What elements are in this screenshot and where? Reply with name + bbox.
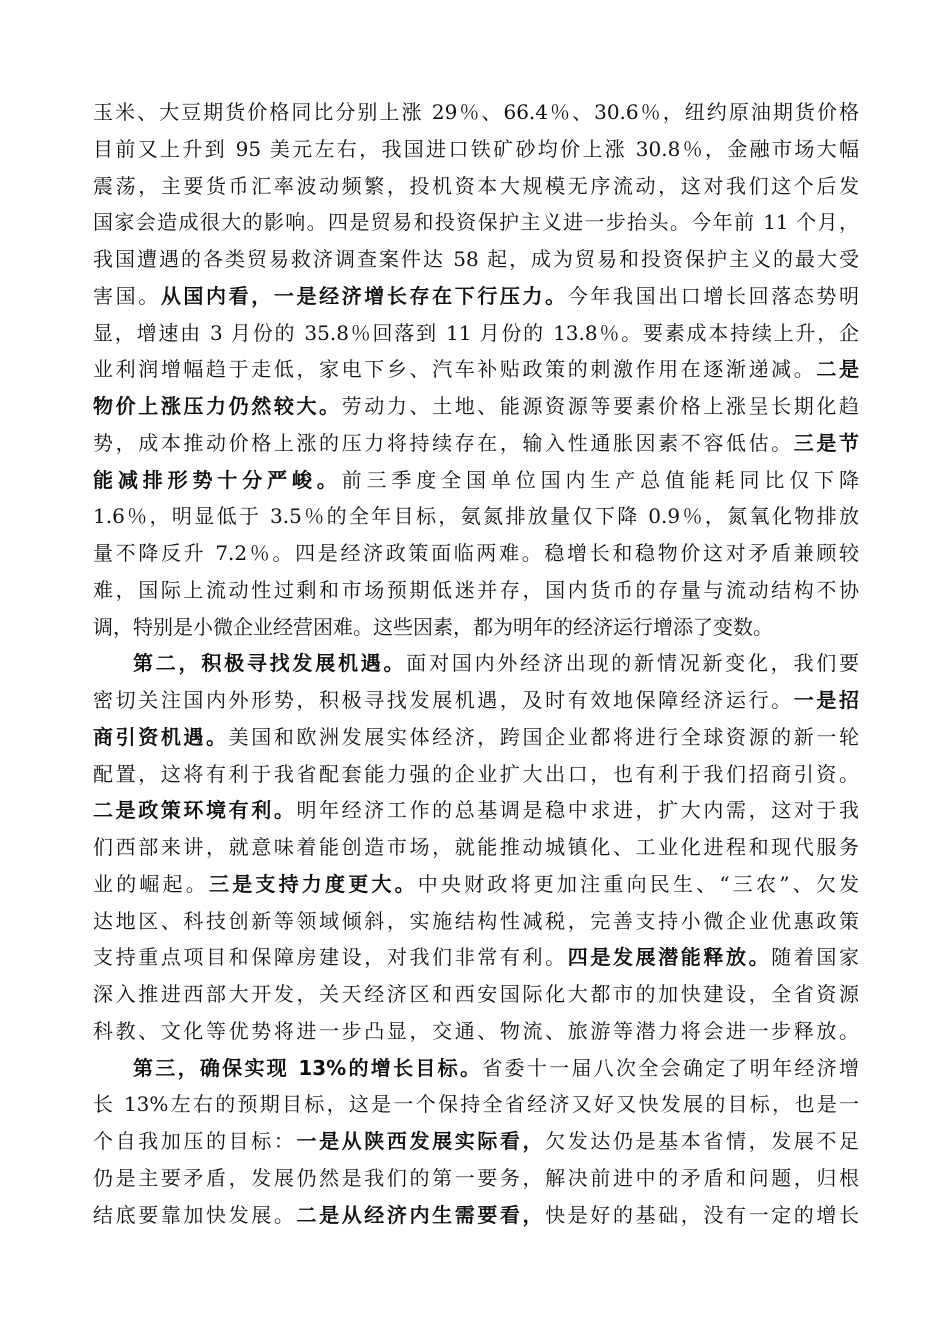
body-text: 国家会造成很大的影响。四是贸易和投资保护主义进一步抬头。今年前 11 个月， bbox=[93, 210, 859, 235]
body-text: 震荡，主要货币汇率波动频繁，投机资本大规模无序流动，这对我们这个后发 bbox=[93, 173, 859, 198]
text-line bbox=[93, 94, 859, 131]
body-text: 面对国内外经济出现的新情况新变化，我们要 bbox=[406, 651, 859, 676]
bold-heading-text: 第二，积极寻找发展机遇。 bbox=[133, 651, 407, 676]
text-line bbox=[93, 609, 859, 646]
bold-heading-text: 物价上涨压力仍然较大。 bbox=[93, 394, 342, 418]
bold-heading-text: 能减排形势十分严峻。 bbox=[93, 467, 342, 492]
body-text: 害国。 bbox=[93, 283, 161, 308]
body-text: 深入推进西部大开发，关天经济区和西安国际化大都市的加快建设，全省资源 bbox=[93, 982, 859, 1006]
text-line bbox=[93, 792, 859, 829]
body-text: 们西部来讲，就意味着能创造市场，就能推动城镇化、工业化进程和现代服务 bbox=[93, 835, 859, 859]
text-line bbox=[93, 976, 859, 1013]
text-line bbox=[93, 351, 859, 388]
bold-heading-text: 从国内看，一是经济增长存在下行压力。 bbox=[160, 283, 568, 308]
body-text: 业的崛起。 bbox=[93, 871, 209, 896]
text-line bbox=[93, 388, 859, 425]
text-line bbox=[93, 425, 859, 462]
text-line bbox=[93, 131, 859, 168]
text-line bbox=[93, 535, 859, 572]
bold-heading-text: 二是从经济内生需要看， bbox=[296, 1202, 546, 1227]
text-line bbox=[93, 204, 859, 241]
body-text: 玉米、大豆期货价格同比分别上涨 29％、66.4％、30.6％，纽约原油期货价格 bbox=[93, 100, 859, 124]
text-line bbox=[93, 756, 859, 793]
bold-heading-text: 三是支持力度更大。 bbox=[209, 871, 418, 896]
body-text: 1.6％，明显低于 3.5％的全年目标，氨氮排放量仅下降 0.9％，氮氧化物排放 bbox=[93, 504, 859, 529]
text-line bbox=[93, 241, 859, 278]
text-line bbox=[93, 1197, 859, 1234]
body-text: 支持重点项目和保障房建设，对我们非常有利。 bbox=[93, 945, 568, 970]
bold-heading-text: 四是发展潜能释放。 bbox=[567, 945, 772, 970]
body-text: 长 13%左右的预期目标，这是一个保持全省经济又好又快发展的目标，也是一 bbox=[93, 1092, 859, 1117]
bold-heading-text: 三是节 bbox=[793, 430, 859, 455]
body-text: 劳动力、土地、能源资源等要素价格上涨呈长期化趋 bbox=[341, 394, 859, 418]
body-text: 中央财政将更加注重向民生、“三农”、欠发 bbox=[417, 871, 859, 896]
text-line bbox=[93, 572, 859, 609]
body-text: 配置，这将有利于我省配套能力强的企业扩大出口，也有利于我们招商引资。 bbox=[93, 761, 859, 786]
text-line bbox=[93, 168, 859, 205]
body-text: 我国遭遇的各类贸易救济调查案件达 58 起，成为贸易和投资保护主义的最大受 bbox=[93, 247, 859, 271]
body-text: 目前又上升到 95 美元左右，我国进口铁矿砂均价上涨 30.8％，金融市场大幅 bbox=[93, 136, 859, 161]
document-page bbox=[93, 94, 859, 1233]
text-line bbox=[93, 719, 859, 756]
text-line bbox=[93, 1160, 859, 1197]
body-text: 今年我国出口增长回落态势明 bbox=[567, 283, 859, 308]
body-text: 达地区、科技创新等领域倾斜，实施结构性减税，完善支持小微企业优惠政策 bbox=[93, 908, 859, 933]
body-text: 调，特别是小微企业经营困难。这些因素，都为明年的经济运行增添了变数。 bbox=[93, 614, 773, 639]
text-line bbox=[93, 682, 859, 719]
text-line bbox=[93, 829, 859, 866]
body-text: 仍是主要矛盾，发展仍然是我们的第一要务，解决前进中的矛盾和问题，归根 bbox=[93, 1165, 859, 1190]
body-text: 省委十一届八次全会确定了明年经济增 bbox=[482, 1055, 859, 1080]
text-line bbox=[93, 903, 859, 940]
text-line bbox=[93, 939, 859, 976]
body-text: 量不降反升 7.2％。四是经济政策面临两难。稳增长和稳物价这对矛盾兼顾较 bbox=[93, 541, 859, 565]
bold-heading-text: 商引资机遇。 bbox=[93, 724, 229, 749]
body-text: 快是好的基础，没有一定的增长 bbox=[545, 1202, 859, 1227]
body-text: 难，国际上流动性过剩和市场预期低迷并存，国内货币的存量与流动结构不协 bbox=[93, 577, 859, 602]
text-line bbox=[93, 1086, 859, 1123]
paragraph-first-line bbox=[93, 645, 859, 682]
text-line bbox=[93, 315, 859, 352]
body-text: 密切关注国内外形势，积极寻找发展机遇，及时有效地保障经济运行。 bbox=[93, 688, 794, 712]
bold-heading-text: 一是从陕西发展实际看， bbox=[296, 1129, 546, 1153]
bold-heading-text: 第三，确保实现 13%的增长目标。 bbox=[133, 1055, 483, 1080]
body-text: 美国和欧洲发展实体经济，跨国企业都将进行全球资源的新一轮 bbox=[228, 724, 859, 749]
bold-heading-text: 一是招 bbox=[793, 688, 859, 712]
body-text: 业利润增幅趋于走低，家电下乡、汽车补贴政策的刺激作用在逐渐递减。 bbox=[93, 357, 817, 382]
body-text: 科教、文化等优势将进一步凸显，交通、物流、旅游等潜力将会进一步释放。 bbox=[93, 1018, 859, 1043]
bold-heading-text: 二是政策环境有利。 bbox=[93, 798, 297, 823]
text-line bbox=[93, 1123, 859, 1160]
body-text: 前三季度全国单位国内生产总值能耗同比仅下降 bbox=[341, 467, 859, 492]
text-line bbox=[93, 278, 859, 315]
body-text: 势，成本推动价格上涨的压力将持续存在，输入性通胀因素不容低估。 bbox=[93, 430, 794, 455]
text-line bbox=[93, 1013, 859, 1050]
text-line bbox=[93, 498, 859, 535]
text-line bbox=[93, 866, 859, 903]
body-text: 明年经济工作的总基调是稳中求进，扩大内需，这对于我 bbox=[296, 798, 859, 823]
bold-heading-text: 二是 bbox=[816, 357, 859, 382]
body-text: 显，增速由 3 月份的 35.8％回落到 11 月份的 13.8％。要素成本持续上升，企 bbox=[93, 320, 859, 345]
body-text: 随着国家 bbox=[771, 945, 859, 970]
text-line bbox=[93, 462, 859, 499]
body-text: 结底要靠加快发展。 bbox=[93, 1202, 297, 1227]
paragraph-first-line bbox=[93, 1050, 859, 1087]
body-text: 个自我加压的目标： bbox=[93, 1129, 297, 1153]
body-text: 欠发达仍是基本省情，发展不足 bbox=[545, 1129, 859, 1153]
